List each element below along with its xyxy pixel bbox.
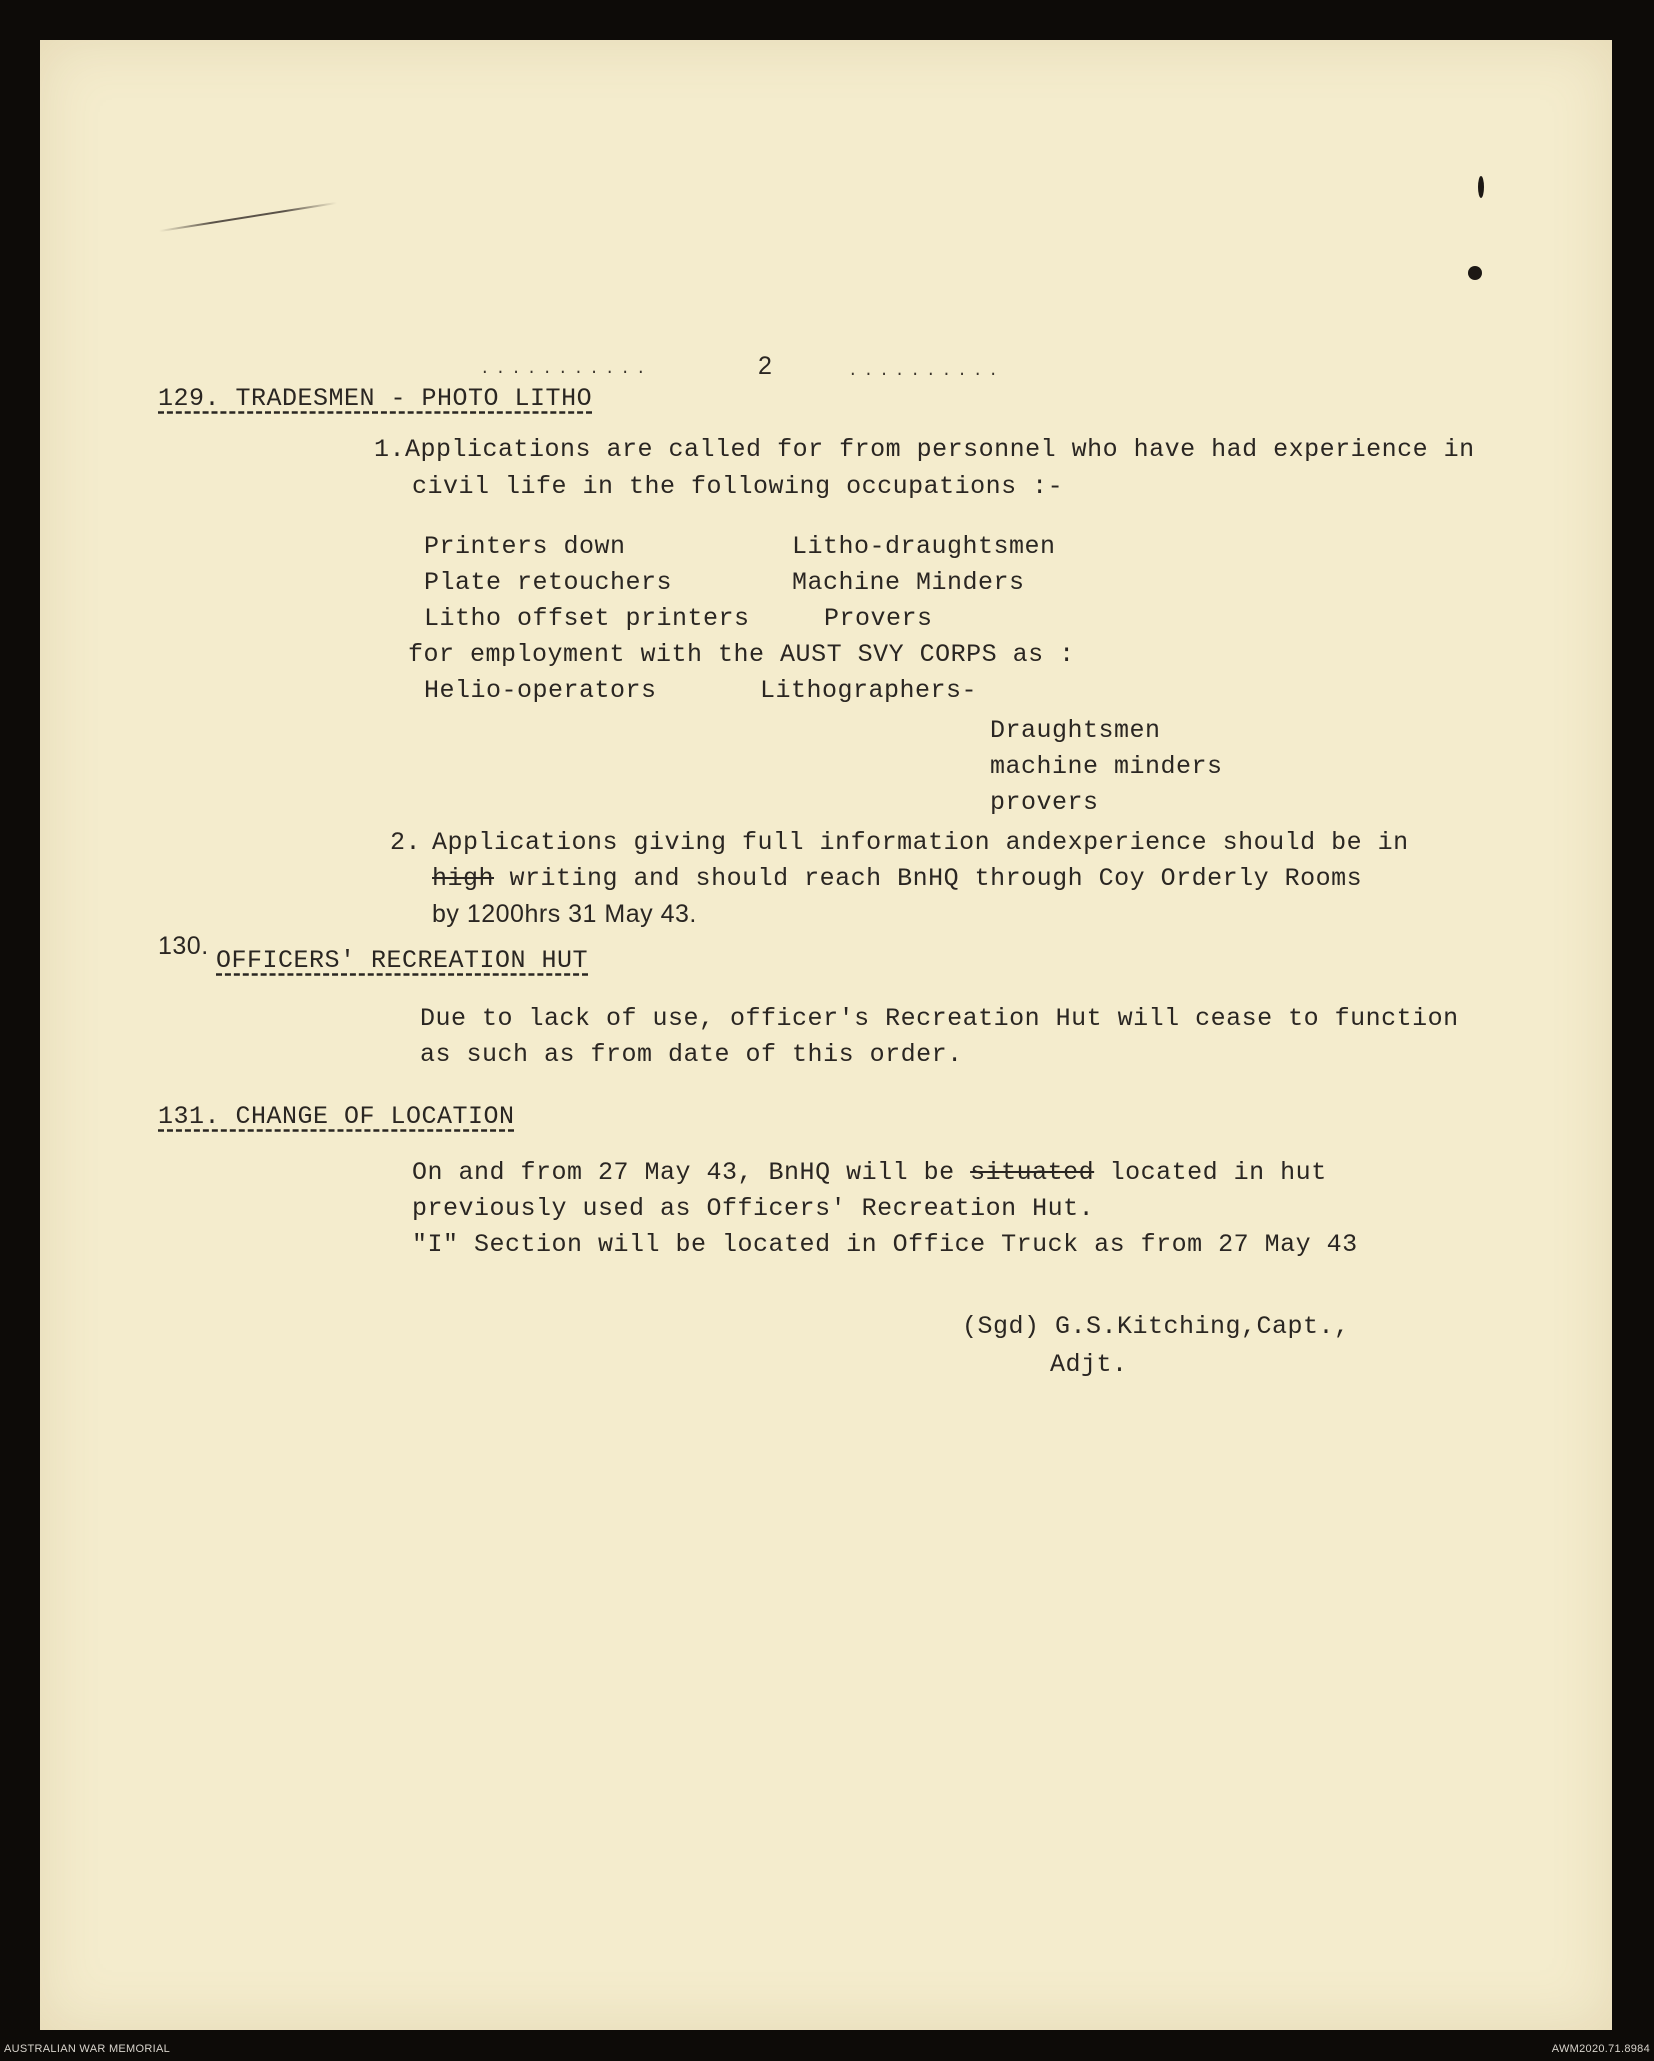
section-131-line1-b: located in hut	[1109, 1158, 1327, 1187]
role-sub-item: Draughtsmen	[990, 716, 1161, 745]
section-131-line2: previously used as Officers' Recreation Hut.	[412, 1194, 1095, 1223]
section-129-para2-line1: Applications giving full information andexperience should be in	[432, 828, 1409, 857]
section-131-line3: "I" Section will be located in Office Truck as from 27 May 43	[412, 1230, 1358, 1259]
section-129-para2-number: 2.	[390, 828, 422, 857]
section-129-para2-line3: by 1200hrs 31 May 43.	[432, 900, 697, 928]
occupation-item: Provers	[824, 604, 933, 633]
role-sub-item: machine minders	[990, 752, 1223, 781]
pencil-mark	[159, 202, 337, 232]
section-130-number: 130.	[158, 932, 209, 960]
signature-name: (Sgd) G.S.Kitching,Capt.,	[962, 1312, 1350, 1341]
section-130-line1: Due to lack of use, officer's Recreation Hut will cease to function	[420, 1004, 1459, 1033]
archive-label: AUSTRALIAN WAR MEMORIAL	[4, 2043, 171, 2055]
occupation-item: Litho offset printers	[424, 604, 750, 633]
section-130-heading: OFFICERS' RECREATION HUT	[216, 946, 589, 975]
document-page	[40, 40, 1612, 2030]
section-131-line1	[412, 1158, 1327, 1187]
section-129-para2-line2-text: writing and should reach BnHQ through Coy Orderly Rooms	[509, 864, 1363, 893]
section-129-para1-line2: civil life in the following occupations :-	[412, 472, 1064, 501]
occupation-item: Plate retouchers	[424, 568, 673, 597]
section-129-heading: 129. TRADESMEN - PHOTO LITHO	[158, 384, 593, 413]
role-item: Helio-operators	[424, 676, 657, 705]
section-131-heading: 131. CHANGE OF LOCATION	[158, 1102, 515, 1131]
separator-dots-left: ...........	[480, 360, 652, 378]
section-130-line2: as such as from date of this order.	[420, 1040, 963, 1069]
section-129-para1-line1: 1.Applications are called for from personnel who have had experience in	[374, 435, 1475, 464]
page-number: 2	[758, 352, 773, 380]
occupation-item: Machine Minders	[792, 568, 1025, 597]
section-129-para2-line2	[432, 864, 1362, 893]
archive-reference: AWM2020.71.8984	[1551, 2043, 1650, 2055]
employment-line: for employment with the AUST SVY CORPS as :	[408, 640, 1075, 669]
role-item: Lithographers-	[760, 676, 978, 705]
occupation-item: Printers down	[424, 532, 626, 561]
section-131-line1-a: On and from 27 May 43, BnHQ will be	[412, 1158, 955, 1187]
struck-word: high	[432, 864, 495, 893]
occupation-item: Litho-draughtsmen	[792, 532, 1056, 561]
staple-hole	[1468, 266, 1482, 280]
struck-word: situated	[970, 1158, 1095, 1187]
role-sub-item: provers	[990, 788, 1099, 817]
signature-title: Adjt.	[1050, 1350, 1128, 1379]
separator-dots-right: ..........	[848, 362, 1005, 380]
staple-hole	[1478, 176, 1484, 198]
